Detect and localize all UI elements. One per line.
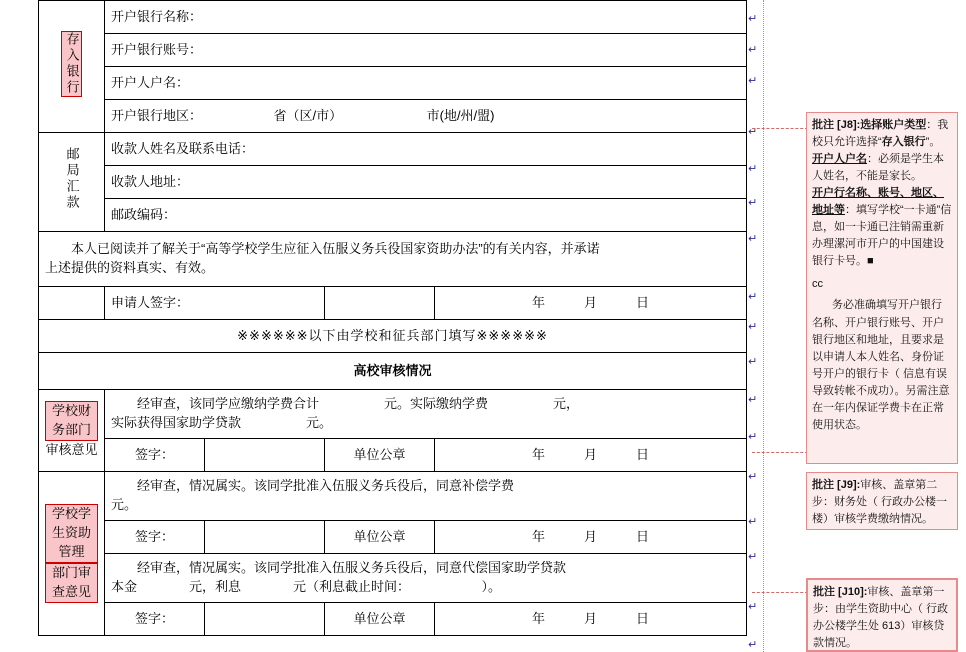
comment-text-j9: 审核、盖章第二步：财务处（ 行政办公楼一楼）审核学费缴纳情况。 <box>812 479 948 526</box>
applicant-sign-date: 年 月 日 <box>435 287 747 320</box>
table-row <box>39 133 747 166</box>
finance-body-cell <box>105 390 747 439</box>
pilcrow-icon: ↵ <box>748 75 758 87</box>
table-row <box>39 100 747 133</box>
table-row <box>39 199 747 232</box>
aid-category-line-1: 学校学生资助管理 <box>45 504 98 563</box>
table-row <box>39 521 747 554</box>
application-form-table <box>38 0 747 636</box>
finance-sign-label: 签字： <box>105 439 205 472</box>
table-row <box>39 287 747 320</box>
pilcrow-icon: ↵ <box>748 44 758 56</box>
finance-date: 年 月 日 <box>435 439 747 472</box>
pilcrow-icon: ↵ <box>748 639 758 651</box>
loan-body-line-2: 本金 元，利息 元（利息截止时间： ）。 <box>111 579 502 594</box>
table-row <box>39 232 747 287</box>
mail-category-cell <box>39 133 105 232</box>
bank-category-label: 存入银行 <box>61 31 81 97</box>
pilcrow-icon: ↵ <box>748 431 758 443</box>
mail-recipient-row: 收款人姓名及联系电话： <box>105 133 747 166</box>
comment-balloon-j8[interactable]: 批注 [J8]:选择账户类型：我校只允许选择“存入银行”。 开户人户名：必须是学生本人姓名，不能是家长。 开户行名称、账号、地区、地址等：填写学校“一卡通”信息，如一卡通已注销需重新办理漯河市开户的中国建设银行卡号。■ cc 务必准确填写开户银行名称、开户银行账号、开户银行地区和地址，且要求是以申请人本人姓名、身份证号开户的银行卡（ 信息有误导致转帐不成功）。另需注意在一年内保证学费卡在正常使用状态。 <box>806 112 958 464</box>
aid-category-line-2: 部门审查意见 <box>45 563 98 603</box>
comment-extra-j8: 务必准确填写开户银行名称、开户银行账号、开户银行地区和地址，且要求是以申请人本人姓名、身份证号开户的银行卡（ 信息有误导致转帐不成功）。另需注意在一年内保证学费卡在正常使用状态。 <box>812 299 950 431</box>
comment-leader-3 <box>752 592 808 593</box>
applicant-sign-blank-mid <box>325 287 435 320</box>
comment-text-j10: 审核、盖章第一步：由学生资助中心（ 行政办公楼学生处 613）审核贷款情况。 <box>813 586 949 650</box>
comments-pane <box>806 0 966 652</box>
loan-body-line-1: 经审查，情况属实。该同学批准入伍服义务兵役后，同意代偿国家助学贷款 <box>137 560 567 576</box>
declaration-line-1: 本人已阅读并了解关于“高等学校学生应征入伍服义务兵役国家资助办法”的有关内容，并承诺 <box>71 241 600 257</box>
comment-balloon-j9[interactable] <box>806 472 958 530</box>
mail-address-row: 收款人地址： <box>105 166 747 199</box>
table-row <box>39 320 747 353</box>
pilcrow-icon: ↵ <box>748 233 758 245</box>
declaration-cell <box>39 232 747 287</box>
finance-seal-label: 单位公章 <box>325 439 435 472</box>
table-row <box>39 67 747 100</box>
aid-body-line-1: 经审查，情况属实。该同学批准入伍服义务兵役后，同意补偿学费 <box>137 478 515 494</box>
pilcrow-icon: ↵ <box>748 516 758 528</box>
section-separator: ※※※※※※以下由学校和征兵部门填写※※※※※※ <box>39 320 747 353</box>
pilcrow-icon: ↵ <box>748 394 758 406</box>
aid-date: 年 月 日 <box>435 521 747 554</box>
bank-holder-row: 开户人户名： <box>105 67 747 100</box>
bank-name-row: 开户银行名称： <box>105 1 747 34</box>
finance-body-line-2: 实际获得国家助学贷款 元。 <box>111 415 333 430</box>
table-row <box>39 1 747 34</box>
applicant-sign-blank-left <box>39 287 105 320</box>
pilcrow-icon: ↵ <box>748 197 758 209</box>
applicant-sign-label: 申请人签字： <box>105 287 325 320</box>
mail-category-label: 邮局汇款 <box>64 147 80 212</box>
comment-leader-2 <box>752 452 808 453</box>
finance-sign-blank <box>205 439 325 472</box>
pilcrow-icon: ↵ <box>748 13 758 25</box>
comment-tag-j9: 批注 [J9]: <box>812 479 861 491</box>
aid-body-line-2: 元。 <box>111 497 138 512</box>
table-row <box>39 472 747 521</box>
finance-category-line-1: 学校财务部门 <box>45 401 98 441</box>
table-row <box>39 166 747 199</box>
finance-category-line-2: 审核意见 <box>45 441 98 457</box>
loan-date: 年 月 日 <box>435 603 747 636</box>
pilcrow-icon: ↵ <box>748 126 758 138</box>
pilcrow-icon: ↵ <box>748 321 758 333</box>
aid-sign-label: 签字： <box>105 521 205 554</box>
loan-sign-label: 签字： <box>105 603 205 636</box>
comment-tag-j10: 批注 [J10]: <box>813 586 868 598</box>
table-row <box>39 603 747 636</box>
pilcrow-icon: ↵ <box>748 601 758 613</box>
pilcrow-icon: ↵ <box>748 356 758 368</box>
finance-body-line-1: 经审查，该同学应缴纳学费合计 元。实际缴纳学费 元， <box>137 396 580 412</box>
pilcrow-icon: ↵ <box>748 551 758 563</box>
paragraph-marks-column <box>748 0 764 652</box>
comment-footer-mark-j8: cc <box>812 278 823 291</box>
loan-seal-label: 单位公章 <box>325 603 435 636</box>
page-edge-divider <box>763 0 764 652</box>
finance-category-cell <box>39 390 105 472</box>
table-row <box>39 353 747 390</box>
aid-body-cell <box>105 472 747 521</box>
loan-sign-blank <box>205 603 325 636</box>
pilcrow-icon: ↵ <box>748 163 758 175</box>
bank-region-row: 开户银行地区： 省（区/市） 市(地/州/盟) <box>105 100 747 133</box>
bank-category-cell <box>39 1 105 133</box>
mail-postcode-row: 邮政编码： <box>105 199 747 232</box>
loan-body-cell <box>105 554 747 603</box>
table-row <box>39 34 747 67</box>
comment-balloon-j10[interactable] <box>806 578 958 652</box>
table-row <box>39 554 747 603</box>
aid-sign-blank <box>205 521 325 554</box>
aid-seal-label: 单位公章 <box>325 521 435 554</box>
bank-account-row: 开户银行账号： <box>105 34 747 67</box>
comment-tag-j8: 批注 [J8]: <box>812 119 861 131</box>
pilcrow-icon: ↵ <box>748 291 758 303</box>
school-review-title: 高校审核情况 <box>39 353 747 390</box>
declaration-line-2: 上述提供的资料真实、有效。 <box>45 260 215 275</box>
pilcrow-icon: ↵ <box>748 471 758 483</box>
table-row <box>39 390 747 439</box>
aid-category-cell <box>39 472 105 636</box>
comment-leader-1 <box>752 128 808 129</box>
table-row <box>39 439 747 472</box>
